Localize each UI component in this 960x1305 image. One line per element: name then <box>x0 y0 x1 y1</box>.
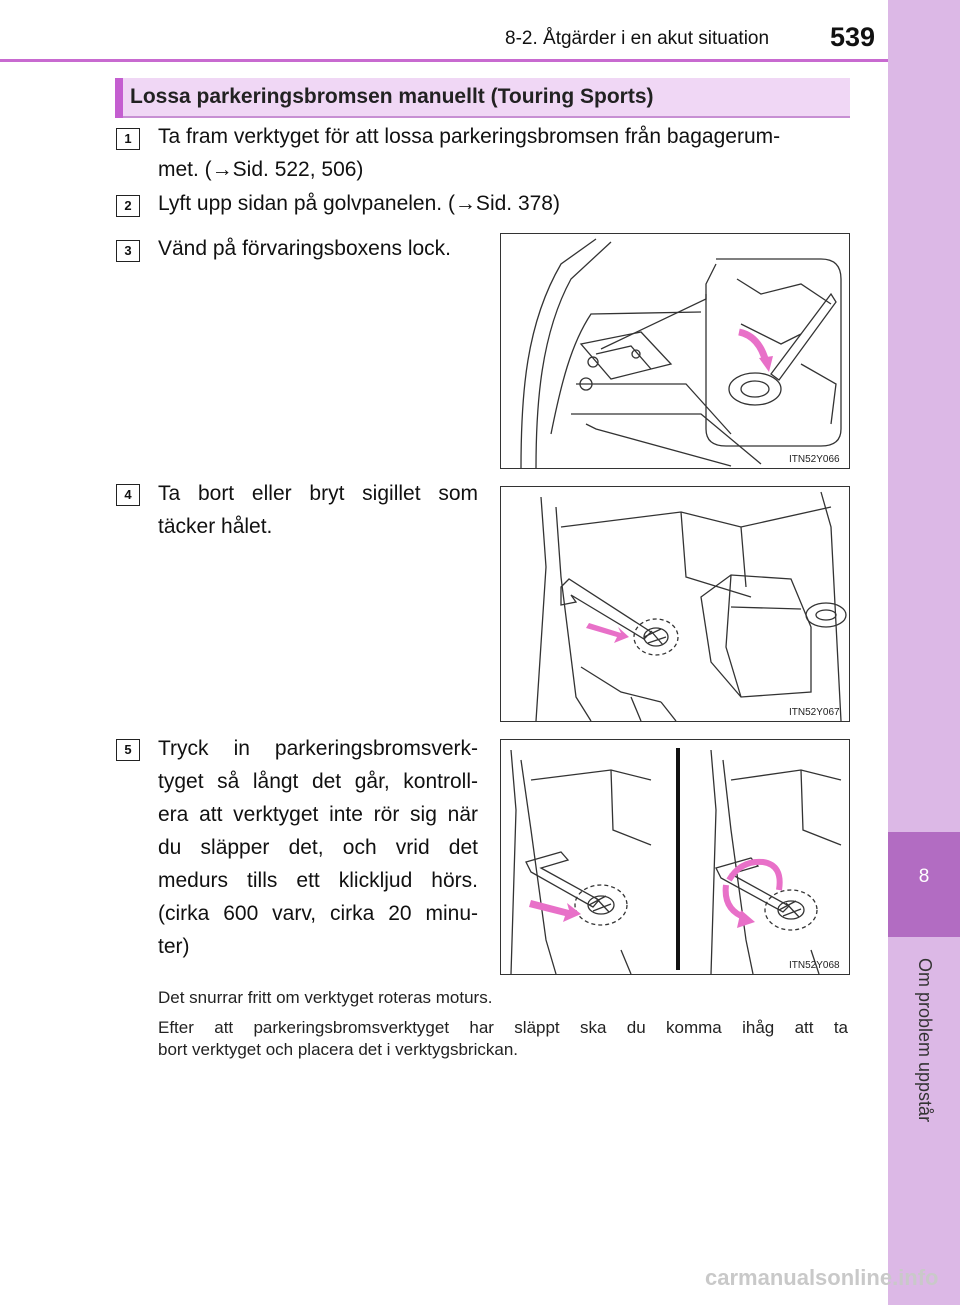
step-5-line-4: du släpper det, och vrid det <box>158 836 478 859</box>
figure-seal-hole <box>500 486 850 722</box>
step-2-text: Lyft upp sidan på golvpanelen. (→Sid. 378) <box>158 192 560 215</box>
step-number-5: 5 <box>116 739 140 761</box>
step-4-line-1: Ta bort eller bryt sigillet som <box>158 482 478 505</box>
step-1-line-1: Ta fram verktyget för att lossa parkeringsbromsen från bagagerum- <box>158 125 781 148</box>
step-5-line-5: medurs tills ett klickljud hörs. <box>158 869 478 892</box>
step-4-line-2: täcker hålet. <box>158 515 273 538</box>
step-4-text <box>158 477 478 543</box>
step-1-line-2: met. (→Sid. 522, 506) <box>158 158 364 181</box>
step-5-line-3: era att verktyget inte rör sig när <box>158 803 478 826</box>
step-5-line-7: ter) <box>158 935 190 958</box>
step-5-text <box>158 732 478 963</box>
figure-code-066: ITN52Y066 <box>789 454 840 465</box>
step-number-2: 2 <box>116 195 140 217</box>
step-1-text <box>158 120 848 186</box>
step-5-line-2: tyget så långt det går, kontroll- <box>158 770 478 793</box>
chapter-title: Om problem uppstår <box>915 958 935 1123</box>
header-section-title: 8-2. Åtgärder i en akut situation <box>505 28 770 49</box>
watermark: carmanualsonline.info <box>705 1265 939 1290</box>
chapter-title-vertical <box>890 958 958 1158</box>
seal-removal-illustration <box>501 487 849 721</box>
figure-code-067: ITN52Y067 <box>789 707 840 718</box>
section-heading-accent <box>115 78 123 118</box>
step-number-4: 4 <box>116 484 140 506</box>
note-rotation: Det snurrar fritt om verktyget roteras moturs. <box>158 988 493 1007</box>
note-remove-tool <box>158 1017 848 1061</box>
page-number: 539 <box>830 22 876 52</box>
step-number-1: 1 <box>116 128 140 150</box>
step-5-line-6: (cirka 600 varv, cirka 20 minu- <box>158 902 478 925</box>
storage-box-illustration <box>501 234 849 468</box>
step-3-text: Vänd på förvaringsboxens lock. <box>158 237 452 260</box>
chapter-number: 8 <box>918 866 930 887</box>
step-number-3: 3 <box>116 240 140 262</box>
figure-storage-box-lid <box>500 233 850 469</box>
figure-tool-insert-rotate <box>500 739 850 975</box>
note-remove-tool-line-2: bort verktyget och placera det i verktygsbrickan. <box>158 1040 518 1059</box>
tool-rotation-illustration <box>501 740 849 974</box>
step-5-line-1: Tryck in parkeringsbromsverk- <box>158 737 478 760</box>
header-divider <box>0 59 888 62</box>
note-remove-tool-line-1: Efter att parkeringsbromsverktyget har släppt ska du komma ihåg att ta <box>158 1018 848 1037</box>
section-title: Lossa parkeringsbromsen manuellt (Touring Sports) <box>130 85 654 108</box>
figure-code-068: ITN52Y068 <box>789 960 840 971</box>
